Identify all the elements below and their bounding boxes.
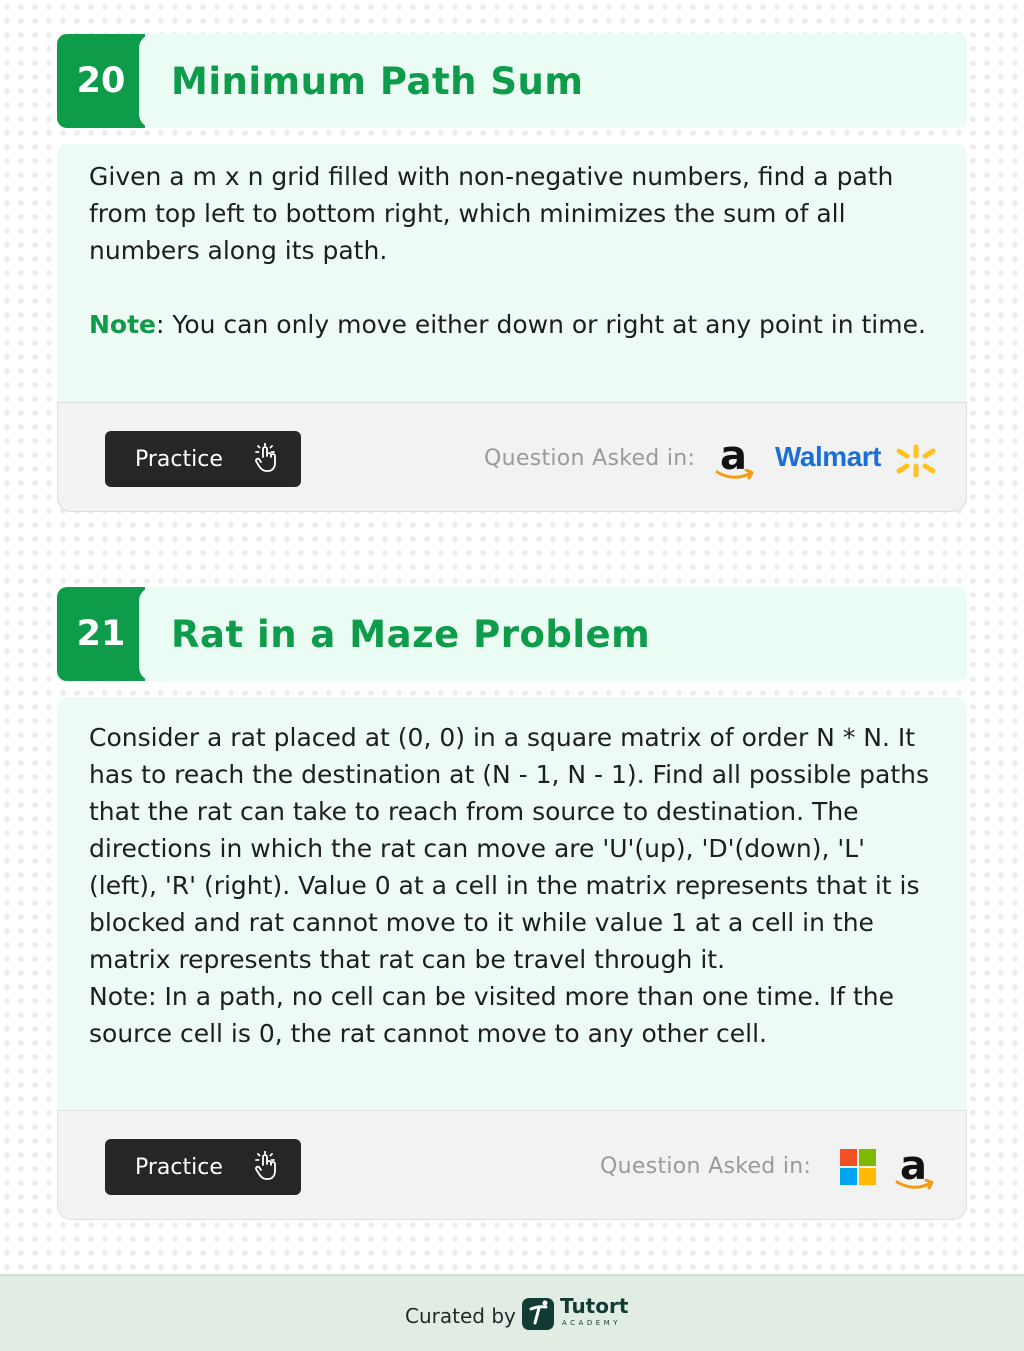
walmart-logo [775,441,940,481]
card-footer [57,1110,967,1220]
note-text: : You can only move either down or right at any point in time. [156,310,926,339]
description-text: Consider a rat placed at (0, 0) in a square matrix of order N * N. It has to reach the destination at (N - 1, N - 1). Find all possible paths that the rat can take to reach from source to destination. The directions in which the rat can move are 'U'(up), 'D'(down), 'L' (left), 'R' (right). Value 0 at a cell in the matrix represents that it is blocked and rat cannot move to it while value 1 at a cell in the matrix represents that rat can be travel through it. [89,723,930,974]
problem-title: Rat in a Maze Problem [171,612,651,656]
amazon-icon: a [714,439,756,485]
hand-pointer-icon [253,1151,281,1181]
note-text: Note: In a path, no cell can be visited more than one time. If the source cell is 0, the rat cannot move to any other cell. [89,982,894,1048]
problem-title-box [139,587,967,681]
problem-description [57,697,967,1110]
brand-name: Tutort [560,1294,629,1318]
practice-label: Practice [135,1154,223,1180]
practice-button[interactable] [105,431,301,487]
brand-subtitle: ACADEMY [562,1319,621,1327]
card-header [57,587,967,681]
curated-footer [0,1274,1024,1351]
card-footer [57,402,967,512]
tutort-logo-icon [522,1298,554,1330]
curated-label: Curated by [405,1304,516,1328]
problem-number: 21 [57,587,145,681]
practice-button[interactable] [105,1139,301,1195]
problem-description [57,144,967,402]
asked-label: Question Asked in: [600,1154,812,1179]
note-label: Note [89,310,157,339]
walmart-text: Walmart [775,441,881,472]
description-text: Given a m x n grid filled with non-negative numbers, find a path from top left to bottom right, which minimizes the sum of all numbers along its path. [89,162,894,265]
microsoft-icon [840,1149,876,1185]
card-header [57,34,967,128]
practice-label: Practice [135,446,223,472]
problem-number: 20 [57,34,145,128]
problem-card-21 [57,587,967,1189]
note-paragraph [89,306,935,343]
hand-pointer-icon [253,443,281,473]
walmart-spark-icon [895,443,937,479]
asked-label: Question Asked in: [484,446,696,471]
problem-title: Minimum Path Sum [171,59,584,103]
problem-card-20 [57,34,967,479]
amazon-icon: a [894,1149,936,1195]
problem-title-box [139,34,967,128]
